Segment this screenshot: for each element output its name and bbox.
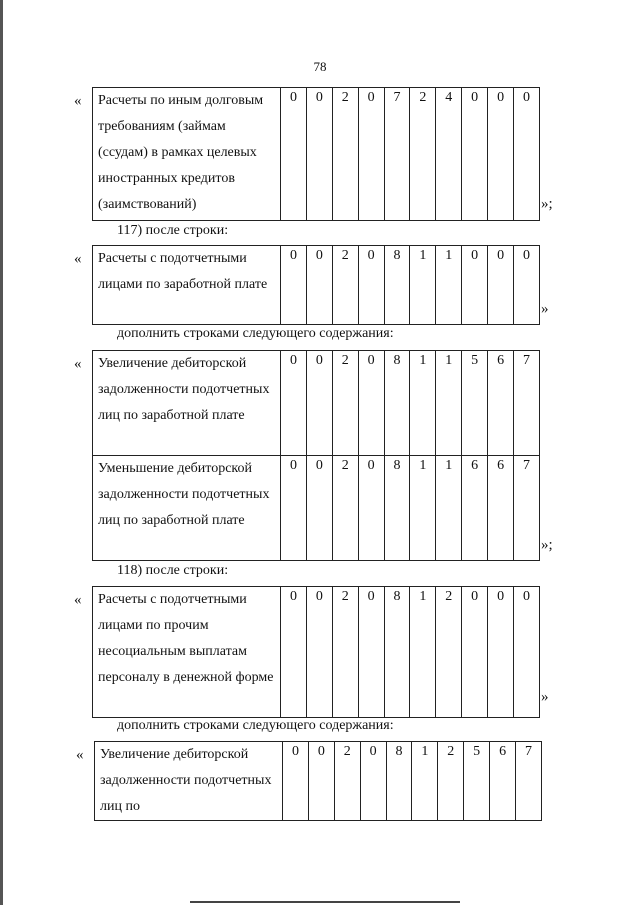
open-quote: « [74,251,82,267]
account-table-2 [92,245,540,325]
digit-cell: 2 [332,456,358,561]
digit-cell: 6 [488,456,514,561]
digit-cell: 2 [332,88,358,221]
digit-cell: 0 [358,88,384,221]
section-intro: 117) после строки: [117,223,229,238]
section-intro: дополнить строками следующего содержания: [117,718,394,733]
digit-cell: 4 [436,88,462,221]
digit-cell: 0 [306,88,332,221]
table-row [93,587,540,718]
digit-cell: 8 [384,351,410,456]
digit-cell: 7 [516,742,542,821]
digit-cell: 0 [281,456,307,561]
digit-cell: 2 [410,88,436,221]
row-label: Уменьшение дебиторской задолженности подотчетных лиц по заработной плате [93,456,281,561]
digit-cell: 2 [332,351,358,456]
digit-cell: 0 [514,88,540,221]
table-row [93,456,540,561]
digit-cell: 0 [281,88,307,221]
digit-cell: 6 [462,456,488,561]
digit-cell: 0 [462,246,488,325]
digit-cell: 0 [281,246,307,325]
digit-cell: 1 [436,246,462,325]
digit-cell: 0 [488,88,514,221]
scan-edge-bottom [190,901,460,903]
table-row [95,742,542,821]
digit-cell: 0 [306,351,332,456]
digit-cell: 2 [332,246,358,325]
close-quote: »; [541,196,553,212]
digit-cell: 0 [358,351,384,456]
page-number: 78 [313,59,327,74]
digit-cell: 1 [412,742,438,821]
open-quote: « [74,592,82,608]
digit-cell: 0 [488,587,514,718]
table-row [93,246,540,325]
digit-cell: 0 [308,742,334,821]
digit-cell: 2 [438,742,464,821]
account-table-4 [92,586,540,718]
digit-cell: 0 [306,456,332,561]
section-intro: дополнить строками следующего содержания: [117,326,394,341]
digit-cell: 5 [462,351,488,456]
digit-cell: 0 [358,246,384,325]
digit-cell: 0 [358,456,384,561]
digit-cell: 0 [514,246,540,325]
digit-cell: 0 [358,587,384,718]
digit-cell: 0 [281,351,307,456]
digit-cell: 2 [334,742,360,821]
scan-edge [0,0,3,905]
digit-cell: 1 [436,351,462,456]
row-label: Увеличение дебиторской задолженности подотчетных лиц по [95,742,283,821]
digit-cell: 6 [488,351,514,456]
digit-cell: 0 [283,742,309,821]
digit-cell: 0 [281,587,307,718]
digit-cell: 8 [384,246,410,325]
row-label: Расчеты с подотчетными лицами по прочим несоциальным выплатам персоналу в денежной форме [93,587,281,718]
digit-cell: 8 [384,456,410,561]
close-quote: »; [541,537,553,553]
digit-cell: 7 [514,351,540,456]
close-quote: » [541,689,549,705]
digit-cell: 1 [410,246,436,325]
digit-cell: 1 [436,456,462,561]
digit-cell: 7 [384,88,410,221]
section-intro: 118) после строки: [117,563,229,578]
digit-cell: 1 [410,456,436,561]
open-quote: « [76,747,84,763]
digit-cell: 0 [306,246,332,325]
open-quote: « [74,93,82,109]
close-quote: » [541,301,549,317]
digit-cell: 6 [490,742,516,821]
digit-cell: 0 [462,587,488,718]
digit-cell: 2 [332,587,358,718]
digit-cell: 1 [410,351,436,456]
row-label: Расчеты с подотчетными лицами по заработной плате [93,246,281,325]
digit-cell: 0 [462,88,488,221]
digit-cell: 8 [386,742,412,821]
row-label: Увеличение дебиторской задолженности подотчетных лиц по заработной плате [93,351,281,456]
account-table-1 [92,87,540,221]
digit-cell: 0 [514,587,540,718]
digit-cell: 0 [360,742,386,821]
row-label: Расчеты по иным долговым требованиям (займам (ссудам) в рамках целевых иностранных кредитов (заимствований) [93,88,281,221]
digit-cell: 0 [306,587,332,718]
digit-cell: 0 [488,246,514,325]
digit-cell: 7 [514,456,540,561]
digit-cell: 5 [464,742,490,821]
table-row [93,351,540,456]
account-table-5 [94,741,542,821]
open-quote: « [74,356,82,372]
digit-cell: 1 [410,587,436,718]
table-row [93,88,540,221]
digit-cell: 8 [384,587,410,718]
digit-cell: 2 [436,587,462,718]
account-table-3 [92,350,540,561]
